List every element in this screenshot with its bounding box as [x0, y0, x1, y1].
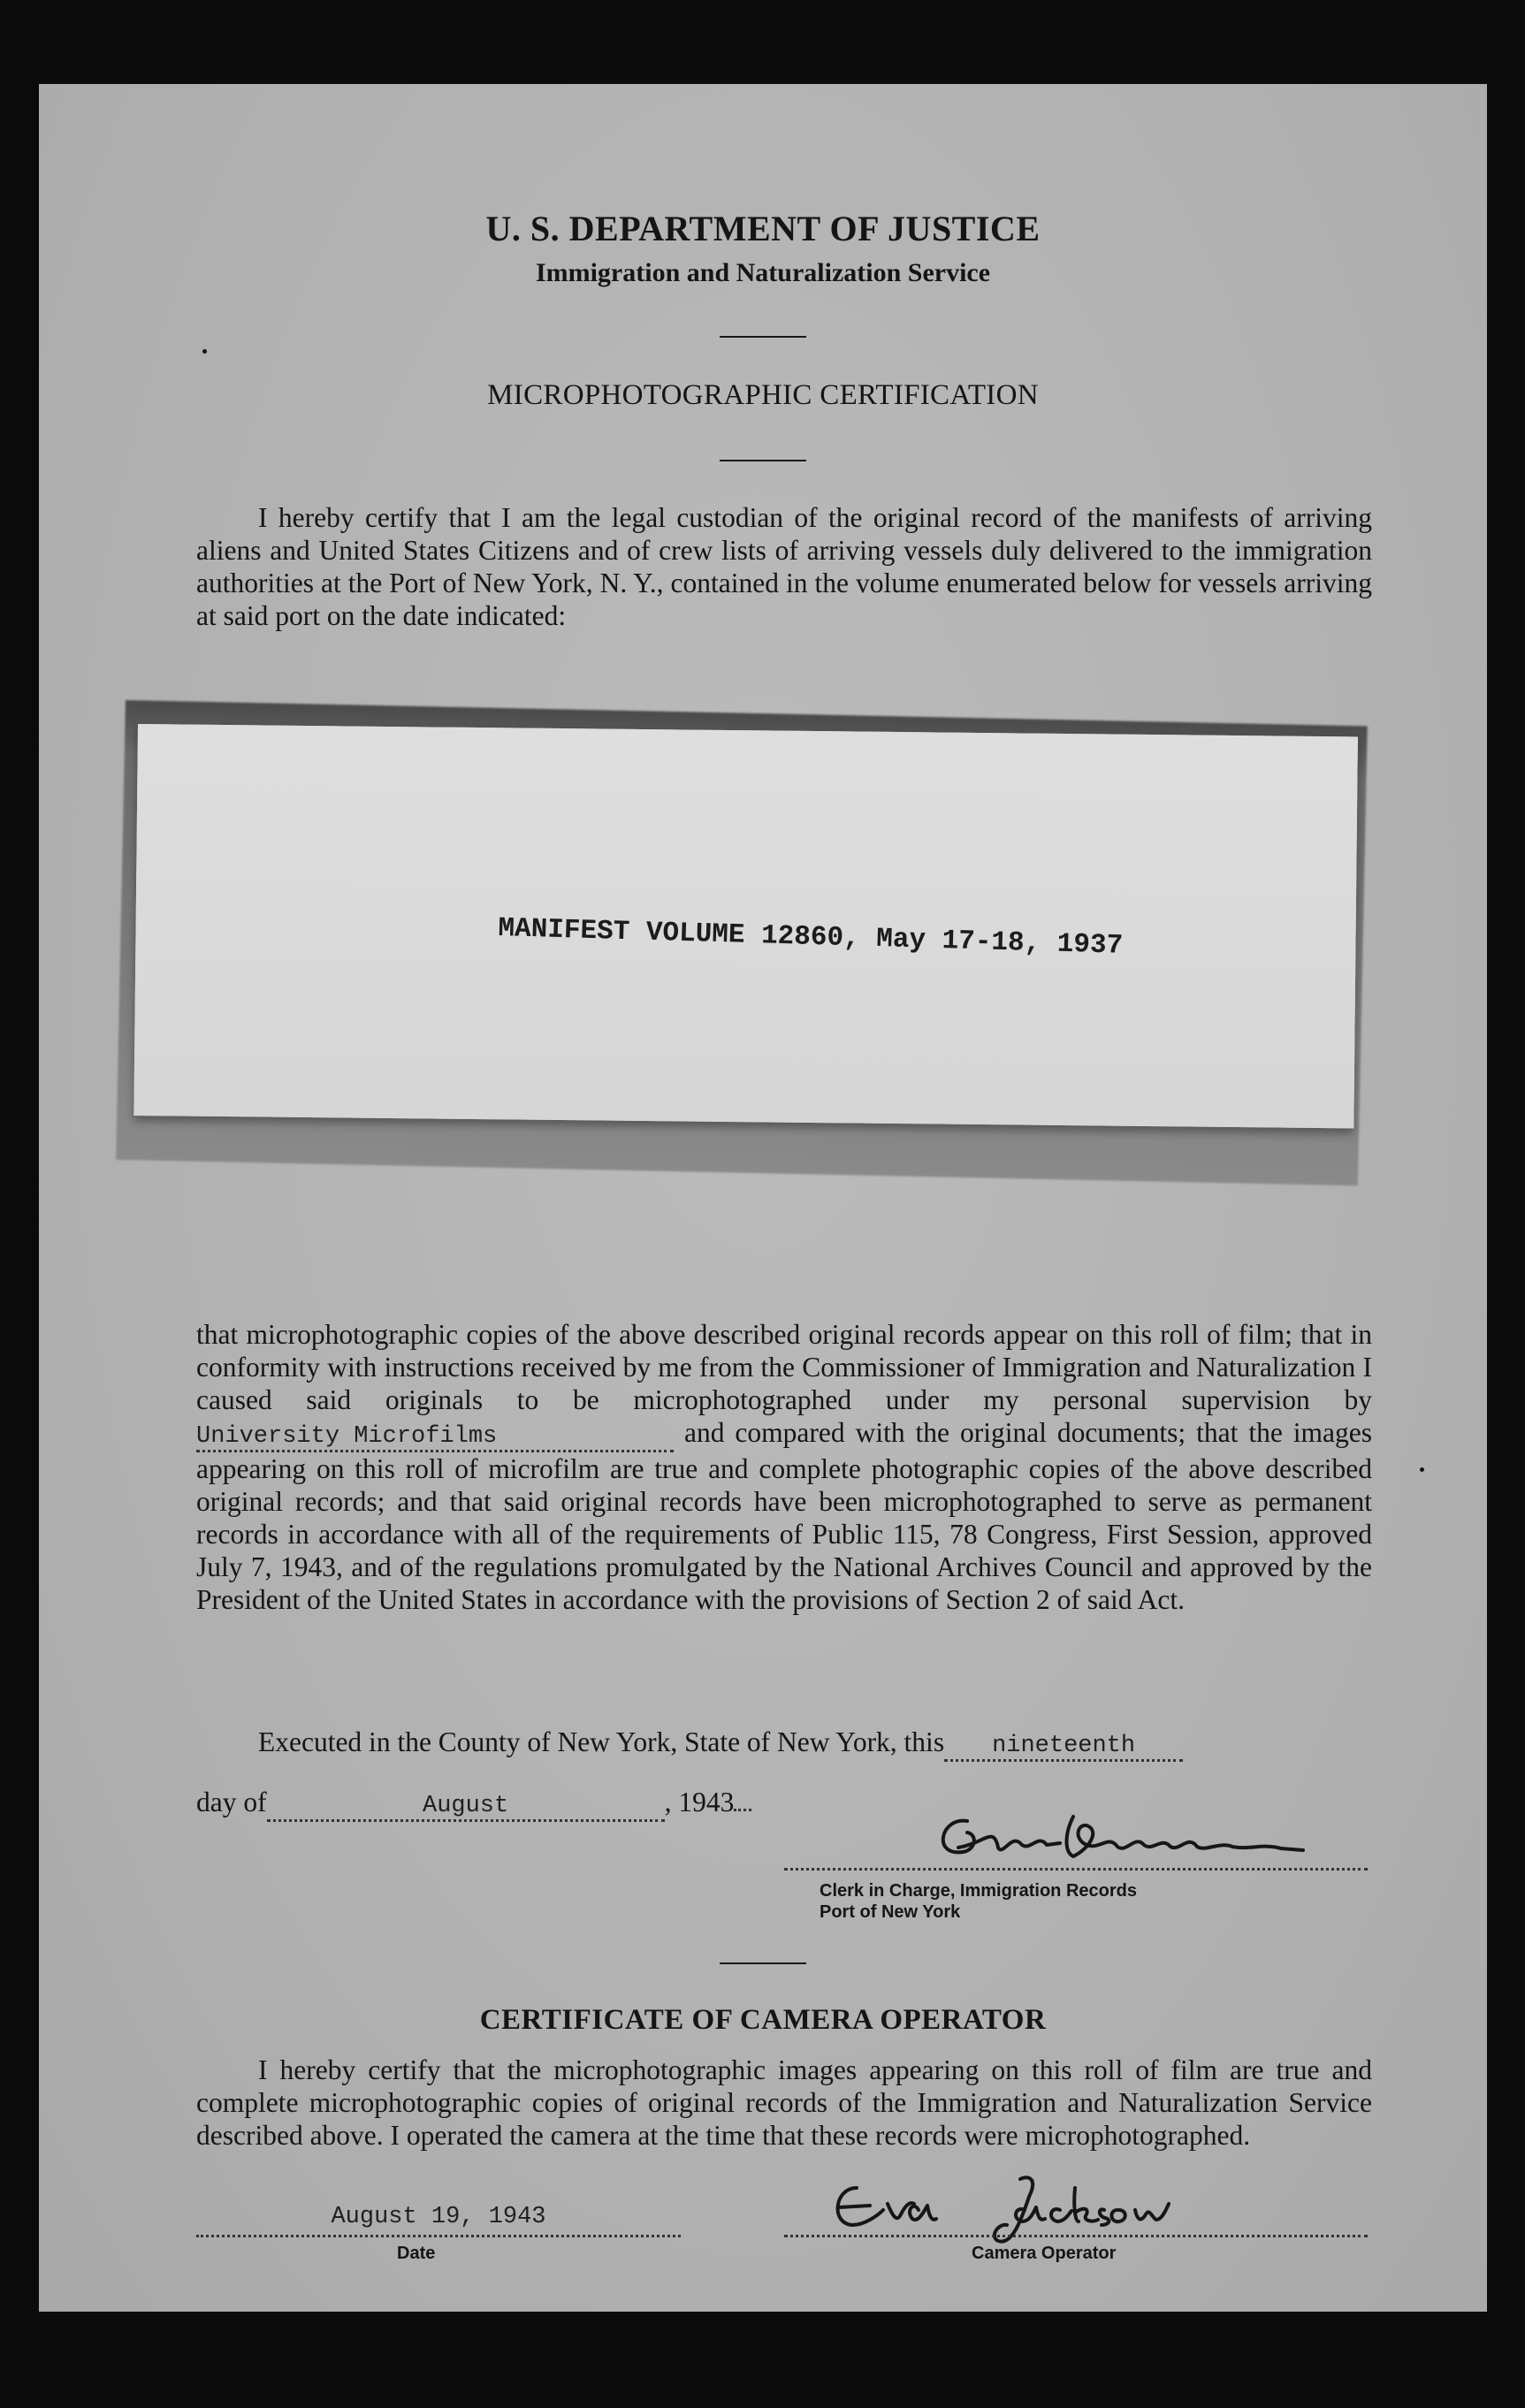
date-line	[196, 2235, 681, 2237]
supervisor-field: University Microfilms	[196, 1423, 674, 1452]
executed-text: Executed in the County of New York, State of New York, this	[258, 1726, 945, 1757]
scan-speck	[1420, 1467, 1424, 1472]
executed-month-field: August	[267, 1793, 665, 1822]
operator-line	[784, 2235, 1368, 2237]
certification-heading: MICROPHOTOGRAPHIC CERTIFICATION	[487, 379, 1039, 411]
body-text-part2: and compared with the original documents; that the images appearing on this roll of microfilm are true and complete photographic copies of the above described original records; and that said original records have been microphotographed to serve as permanent records in accordance with all of the requirements of Public 115, 78 Congress, First Session, approved July 7, 1943, and of the regulations promulgated by the National Archives Council and approved by the President of the United States in accordance with the provisions of Section 2 of said Act.	[196, 1417, 1372, 1615]
divider-rule	[720, 460, 806, 461]
clerk-signature	[914, 1808, 1356, 1870]
certification-body	[196, 1318, 1372, 1616]
intro-paragraph: I hereby certify that I am the legal custodian of the original record of the manifests of arriving aliens and United States Citizens and of crew lists of arriving vessels duly delivered to the immigration authorities at the Port of New York, N. Y., contained in the volume enumerated below for vessels arriving at said port on the date indicated:	[196, 502, 1372, 631]
executed-line	[258, 1726, 1183, 1762]
executed-year: , 1943	[664, 1787, 735, 1817]
camera-operator-heading: CERTIFICATE OF CAMERA OPERATOR	[479, 2004, 1047, 2036]
certificate-page	[39, 84, 1487, 2312]
day-of-line	[196, 1787, 751, 1822]
date-value: August 19, 1943	[331, 2204, 546, 2230]
clerk-signature-text: Geo Baeckler	[914, 1808, 919, 1809]
operator-signature-text: Eva Jackson	[817, 2161, 821, 2162]
divider-rule	[720, 1962, 806, 1964]
department-title: U. S. DEPARTMENT OF JUSTICE	[485, 209, 1041, 248]
clerk-title-line1: Clerk in Charge, Immigration Records	[820, 1881, 1137, 1901]
operator-label: Camera Operator	[972, 2244, 1117, 2263]
divider-rule	[720, 336, 806, 338]
scan-speck	[202, 349, 207, 354]
service-subtitle: Immigration and Naturalization Service	[535, 258, 991, 287]
date-label: Date	[397, 2244, 436, 2263]
camera-operator-paragraph: I hereby certify that the microphotographic images appearing on this roll of film are true and complete microphotographic copies of original records of the Immigration and Naturalization Service described above. I operated the camera at the time that these records were microphotographed.	[196, 2054, 1372, 2151]
clerk-signature-line	[784, 1868, 1368, 1871]
day-of-label: day of	[196, 1787, 267, 1817]
manifest-volume-text: MANIFEST VOLUME 12860, May 17-18, 1937	[498, 913, 1124, 962]
executed-day-field: nineteenth	[944, 1733, 1183, 1762]
clerk-title-line2: Port of New York	[820, 1902, 961, 1922]
body-text-part1: that microphotographic copies of the above described original records appear on this roll of film; that in conformity with instructions received by me from the Commissioner of Immigration and Naturalization I caused said originals to be microphotographed under my personal supervision by	[196, 1319, 1372, 1415]
